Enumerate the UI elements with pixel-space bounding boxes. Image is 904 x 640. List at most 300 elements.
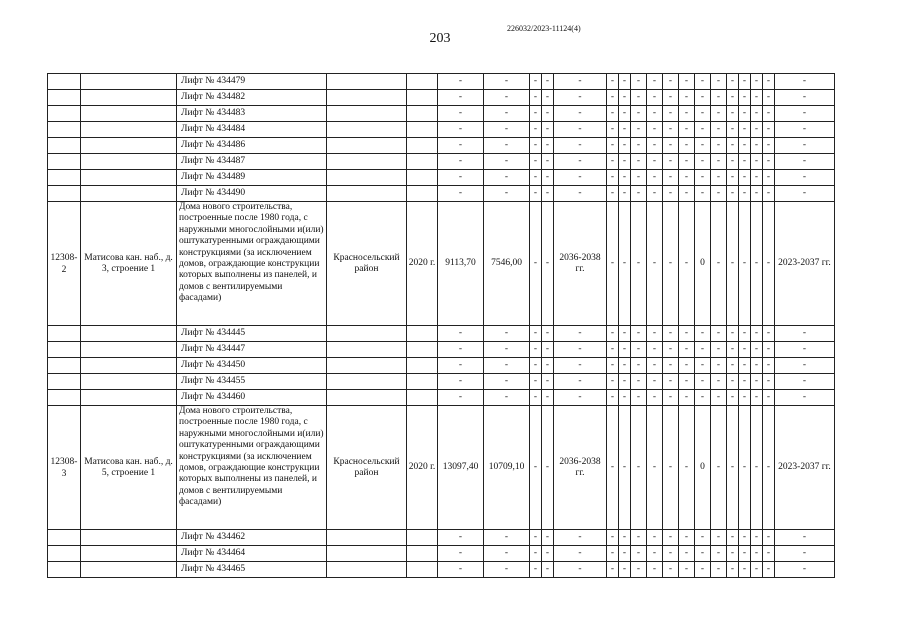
dash-cell: - (679, 170, 695, 186)
dash-cell: - (619, 90, 631, 106)
dash-cell: - (663, 154, 679, 170)
dash-cell: - (484, 154, 530, 170)
lift-row (48, 138, 835, 154)
dash-cell: - (775, 170, 835, 186)
dash-cell: - (554, 74, 607, 90)
dash-cell: - (554, 546, 607, 562)
dash-cell: - (751, 390, 763, 406)
dash-cell: - (542, 342, 554, 358)
dash-cell: - (647, 202, 663, 326)
dash-cell: - (619, 390, 631, 406)
dash-cell: - (727, 170, 739, 186)
zero-value: 0 (695, 202, 711, 326)
dash-cell: - (695, 106, 711, 122)
lift-row (48, 530, 835, 546)
dash-cell: - (530, 106, 542, 122)
address-cell (81, 154, 177, 170)
dash-cell: - (619, 122, 631, 138)
dash-cell: - (751, 122, 763, 138)
dash-cell: - (695, 530, 711, 546)
dash-cell: - (663, 390, 679, 406)
dash-cell: - (763, 358, 775, 374)
address-cell (81, 74, 177, 90)
dash-cell: - (530, 74, 542, 90)
dash-cell: - (711, 154, 727, 170)
dash-cell: - (484, 374, 530, 390)
dash-cell: - (554, 138, 607, 154)
dash-cell: - (679, 202, 695, 326)
lift-row (48, 326, 835, 342)
dash-cell: - (739, 530, 751, 546)
dash-cell: - (631, 90, 647, 106)
dash-cell: - (647, 406, 663, 530)
dash-cell: - (663, 202, 679, 326)
dash-cell (327, 530, 407, 546)
row-number-cell (48, 374, 81, 390)
dash-cell: - (631, 154, 647, 170)
total-area: 13097,40 (438, 406, 484, 530)
dash-cell: - (530, 374, 542, 390)
dash-cell: - (554, 326, 607, 342)
row-number-cell (48, 186, 81, 202)
dash-cell: - (775, 106, 835, 122)
dash-cell: - (647, 138, 663, 154)
lift-row (48, 170, 835, 186)
dash-cell: - (631, 374, 647, 390)
dash-cell: - (663, 562, 679, 578)
dash-cell (327, 358, 407, 374)
address-cell (81, 390, 177, 406)
dash-cell: - (631, 390, 647, 406)
dash-cell: - (619, 154, 631, 170)
dash-cell: - (711, 202, 727, 326)
dash-cell: - (775, 562, 835, 578)
dash-cell: - (663, 326, 679, 342)
dash-cell: - (751, 530, 763, 546)
dash-cell: - (530, 326, 542, 342)
dash-cell: - (751, 170, 763, 186)
dash-cell: - (607, 138, 619, 154)
dash-cell: - (542, 374, 554, 390)
dash-cell (407, 74, 438, 90)
dash-cell: - (438, 154, 484, 170)
residential-area: 7546,00 (484, 202, 530, 326)
dash-cell: - (695, 390, 711, 406)
dash-cell: - (542, 74, 554, 90)
dash-cell: - (751, 406, 763, 530)
dash-cell: - (647, 186, 663, 202)
dash-cell: - (554, 122, 607, 138)
dash-cell: - (727, 530, 739, 546)
lift-label: Лифт № 434464 (177, 546, 327, 562)
lift-label: Лифт № 434483 (177, 106, 327, 122)
dash-cell: - (607, 122, 619, 138)
dash-cell: - (619, 186, 631, 202)
dash-cell (407, 122, 438, 138)
dash-cell: - (763, 374, 775, 390)
lift-row (48, 374, 835, 390)
dash-cell: - (663, 406, 679, 530)
object-number: 12308-3 (48, 406, 81, 530)
dash-cell (327, 326, 407, 342)
lift-label: Лифт № 434455 (177, 374, 327, 390)
dash-cell: - (530, 390, 542, 406)
dash-cell: - (711, 186, 727, 202)
dash-cell: - (739, 186, 751, 202)
dash-cell: - (647, 154, 663, 170)
dash-cell: - (679, 530, 695, 546)
dash-cell (407, 138, 438, 154)
dash-cell: - (631, 326, 647, 342)
address-cell (81, 546, 177, 562)
dash-cell: - (530, 358, 542, 374)
dash-cell: - (727, 562, 739, 578)
dash-cell: - (679, 186, 695, 202)
dash-cell: - (542, 170, 554, 186)
row-number-cell (48, 138, 81, 154)
dash-cell: - (554, 374, 607, 390)
dash-cell: - (619, 358, 631, 374)
dash-cell: - (751, 74, 763, 90)
address-cell (81, 530, 177, 546)
lift-label: Лифт № 434489 (177, 170, 327, 186)
dash-cell: - (542, 138, 554, 154)
page-number: 203 (429, 31, 451, 46)
repair-period: 2036-2038 гг. (554, 202, 607, 326)
dash-cell: - (679, 358, 695, 374)
dash-cell: - (530, 546, 542, 562)
lift-label: Лифт № 434447 (177, 342, 327, 358)
dash-cell: - (751, 90, 763, 106)
dash-cell: - (763, 122, 775, 138)
dash-cell: - (438, 122, 484, 138)
dash-cell: - (751, 138, 763, 154)
row-number-cell (48, 530, 81, 546)
lift-label: Лифт № 434484 (177, 122, 327, 138)
object-address: Матисова кан. наб., д. 3, строение 1 (81, 202, 177, 326)
build-year: 2020 г. (407, 406, 438, 530)
dash-cell: - (751, 106, 763, 122)
dash-cell: - (711, 106, 727, 122)
building-row (48, 202, 835, 326)
dash-cell: - (631, 202, 647, 326)
row-number-cell (48, 90, 81, 106)
dash-cell: - (631, 546, 647, 562)
address-cell (81, 326, 177, 342)
row-number-cell (48, 170, 81, 186)
dash-cell: - (679, 154, 695, 170)
dash-cell: - (775, 390, 835, 406)
dash-cell: - (711, 138, 727, 154)
dash-cell: - (695, 546, 711, 562)
dash-cell: - (679, 74, 695, 90)
dash-cell (327, 390, 407, 406)
dash-cell: - (695, 326, 711, 342)
dash-cell: - (739, 106, 751, 122)
dash-cell: - (663, 546, 679, 562)
zero-value: 0 (695, 406, 711, 530)
dash-cell: - (647, 530, 663, 546)
dash-cell: - (739, 406, 751, 530)
lift-row (48, 122, 835, 138)
dash-cell: - (542, 326, 554, 342)
dash-cell: - (554, 106, 607, 122)
dash-cell: - (484, 122, 530, 138)
dash-cell: - (695, 374, 711, 390)
lift-label: Лифт № 434450 (177, 358, 327, 374)
dash-cell (327, 342, 407, 358)
dash-cell (327, 154, 407, 170)
dash-cell: - (619, 326, 631, 342)
dash-cell: - (542, 186, 554, 202)
lift-label: Лифт № 434465 (177, 562, 327, 578)
row-number-cell (48, 358, 81, 374)
dash-cell: - (695, 122, 711, 138)
dash-cell: - (647, 74, 663, 90)
dash-cell: - (607, 406, 619, 530)
dash-cell: - (438, 186, 484, 202)
dash-cell: - (663, 186, 679, 202)
dash-cell: - (607, 342, 619, 358)
dash-cell: - (554, 154, 607, 170)
dash-cell: - (763, 342, 775, 358)
dash-cell: - (607, 374, 619, 390)
dash-cell: - (607, 170, 619, 186)
dash-cell (407, 170, 438, 186)
dash-cell: - (695, 342, 711, 358)
address-cell (81, 342, 177, 358)
dash-cell: - (679, 390, 695, 406)
dash-cell: - (554, 390, 607, 406)
district: Красносельский район (327, 202, 407, 326)
lift-row (48, 154, 835, 170)
dash-cell: - (438, 530, 484, 546)
dash-cell: - (775, 122, 835, 138)
dash-cell: - (695, 74, 711, 90)
address-cell (81, 90, 177, 106)
dash-cell: - (530, 406, 542, 530)
dash-cell: - (542, 390, 554, 406)
dash-cell: - (727, 138, 739, 154)
lift-label: Лифт № 434479 (177, 74, 327, 90)
dash-cell: - (542, 154, 554, 170)
dash-cell (327, 186, 407, 202)
dash-cell: - (438, 170, 484, 186)
dash-cell: - (631, 138, 647, 154)
dash-cell (407, 530, 438, 546)
dash-cell: - (695, 358, 711, 374)
dash-cell: - (711, 342, 727, 358)
dash-cell (407, 154, 438, 170)
dash-cell: - (711, 530, 727, 546)
dash-cell: - (484, 138, 530, 154)
dash-cell: - (763, 90, 775, 106)
dash-cell: - (607, 530, 619, 546)
lift-row (48, 546, 835, 562)
dash-cell: - (554, 562, 607, 578)
dash-cell: - (739, 74, 751, 90)
dash-cell (407, 326, 438, 342)
dash-cell: - (542, 530, 554, 546)
dash-cell: - (484, 74, 530, 90)
dash-cell: - (763, 562, 775, 578)
dash-cell: - (727, 342, 739, 358)
dash-cell: - (695, 170, 711, 186)
dash-cell: - (484, 326, 530, 342)
dash-cell: - (619, 170, 631, 186)
dash-cell (407, 374, 438, 390)
dash-cell: - (751, 358, 763, 374)
dash-cell: - (530, 122, 542, 138)
dash-cell: - (530, 138, 542, 154)
dash-cell: - (711, 170, 727, 186)
dash-cell: - (647, 342, 663, 358)
dash-cell: - (679, 90, 695, 106)
dash-cell: - (607, 90, 619, 106)
build-year: 2020 г. (407, 202, 438, 326)
address-cell (81, 562, 177, 578)
lift-label: Лифт № 434490 (177, 186, 327, 202)
dash-cell: - (775, 374, 835, 390)
program-term: 2023-2037 гг. (775, 406, 835, 530)
dash-cell: - (631, 358, 647, 374)
address-cell (81, 106, 177, 122)
lift-label: Лифт № 434482 (177, 90, 327, 106)
dash-cell: - (727, 406, 739, 530)
dash-cell: - (647, 358, 663, 374)
dash-cell: - (775, 546, 835, 562)
dash-cell: - (663, 170, 679, 186)
dash-cell: - (711, 358, 727, 374)
dash-cell: - (679, 138, 695, 154)
register-table (47, 73, 835, 578)
dash-cell: - (711, 122, 727, 138)
dash-cell: - (619, 342, 631, 358)
dash-cell: - (663, 74, 679, 90)
dash-cell: - (739, 326, 751, 342)
dash-cell: - (679, 562, 695, 578)
dash-cell: - (739, 202, 751, 326)
dash-cell: - (554, 342, 607, 358)
dash-cell: - (484, 530, 530, 546)
dash-cell: - (619, 138, 631, 154)
dash-cell: - (663, 90, 679, 106)
dash-cell (327, 374, 407, 390)
building-description: Дома нового строительства, построенные после 1980 года, с наружными многослойными и(или) оштукатуренными ограждающими конструкциями (за исключением домов, ограждающие конструкции которых выполнены из панелей, и домов с вентилируемыми фасадами) (177, 406, 327, 530)
dash-cell (407, 358, 438, 374)
dash-cell: - (484, 358, 530, 374)
dash-cell: - (438, 74, 484, 90)
dash-cell: - (763, 74, 775, 90)
dash-cell: - (727, 74, 739, 90)
dash-cell: - (711, 74, 727, 90)
dash-cell: - (647, 326, 663, 342)
dash-cell: - (663, 122, 679, 138)
dash-cell: - (647, 390, 663, 406)
dash-cell: - (484, 170, 530, 186)
dash-cell: - (727, 90, 739, 106)
dash-cell: - (530, 154, 542, 170)
dash-cell: - (679, 374, 695, 390)
dash-cell (327, 106, 407, 122)
dash-cell: - (607, 546, 619, 562)
dash-cell: - (739, 138, 751, 154)
dash-cell: - (711, 390, 727, 406)
dash-cell: - (739, 374, 751, 390)
dash-cell: - (438, 326, 484, 342)
lift-row (48, 562, 835, 578)
lift-row (48, 342, 835, 358)
dash-cell: - (751, 326, 763, 342)
dash-cell: - (739, 562, 751, 578)
dash-cell: - (542, 562, 554, 578)
dash-cell: - (775, 154, 835, 170)
dash-cell: - (763, 530, 775, 546)
dash-cell: - (739, 170, 751, 186)
dash-cell: - (739, 122, 751, 138)
dash-cell: - (619, 530, 631, 546)
dash-cell: - (542, 358, 554, 374)
dash-cell (327, 138, 407, 154)
address-cell (81, 122, 177, 138)
dash-cell: - (751, 154, 763, 170)
dash-cell: - (775, 530, 835, 546)
address-cell (81, 170, 177, 186)
row-number-cell (48, 546, 81, 562)
dash-cell: - (751, 186, 763, 202)
dash-cell (327, 74, 407, 90)
dash-cell: - (663, 138, 679, 154)
dash-cell: - (711, 546, 727, 562)
lift-row (48, 186, 835, 202)
dash-cell: - (554, 90, 607, 106)
dash-cell: - (695, 562, 711, 578)
dash-cell: - (739, 390, 751, 406)
row-number-cell (48, 562, 81, 578)
dash-cell: - (530, 342, 542, 358)
dash-cell: - (484, 90, 530, 106)
dash-cell: - (751, 342, 763, 358)
dash-cell: - (607, 186, 619, 202)
dash-cell: - (647, 170, 663, 186)
dash-cell: - (751, 562, 763, 578)
row-number-cell (48, 154, 81, 170)
dash-cell: - (542, 106, 554, 122)
dash-cell: - (631, 530, 647, 546)
dash-cell: - (619, 74, 631, 90)
dash-cell: - (631, 186, 647, 202)
dash-cell: - (438, 342, 484, 358)
dash-cell: - (739, 154, 751, 170)
building-description: Дома нового строительства, построенные после 1980 года, с наружными многослойными и(или) оштукатуренными ограждающими конструкциями (за исключением домов, ограждающие конструкции которых выполнены из панелей, и домов с вентилируемыми фасадами) (177, 202, 327, 326)
dash-cell: - (647, 90, 663, 106)
dash-cell: - (727, 186, 739, 202)
dash-cell: - (619, 374, 631, 390)
dash-cell: - (438, 90, 484, 106)
dash-cell: - (739, 358, 751, 374)
dash-cell: - (679, 342, 695, 358)
dash-cell: - (695, 90, 711, 106)
dash-cell: - (484, 546, 530, 562)
dash-cell: - (763, 154, 775, 170)
dash-cell: - (763, 546, 775, 562)
dash-cell: - (727, 122, 739, 138)
dash-cell: - (530, 202, 542, 326)
row-number-cell (48, 342, 81, 358)
dash-cell: - (554, 358, 607, 374)
lift-row (48, 74, 835, 90)
dash-cell: - (763, 170, 775, 186)
